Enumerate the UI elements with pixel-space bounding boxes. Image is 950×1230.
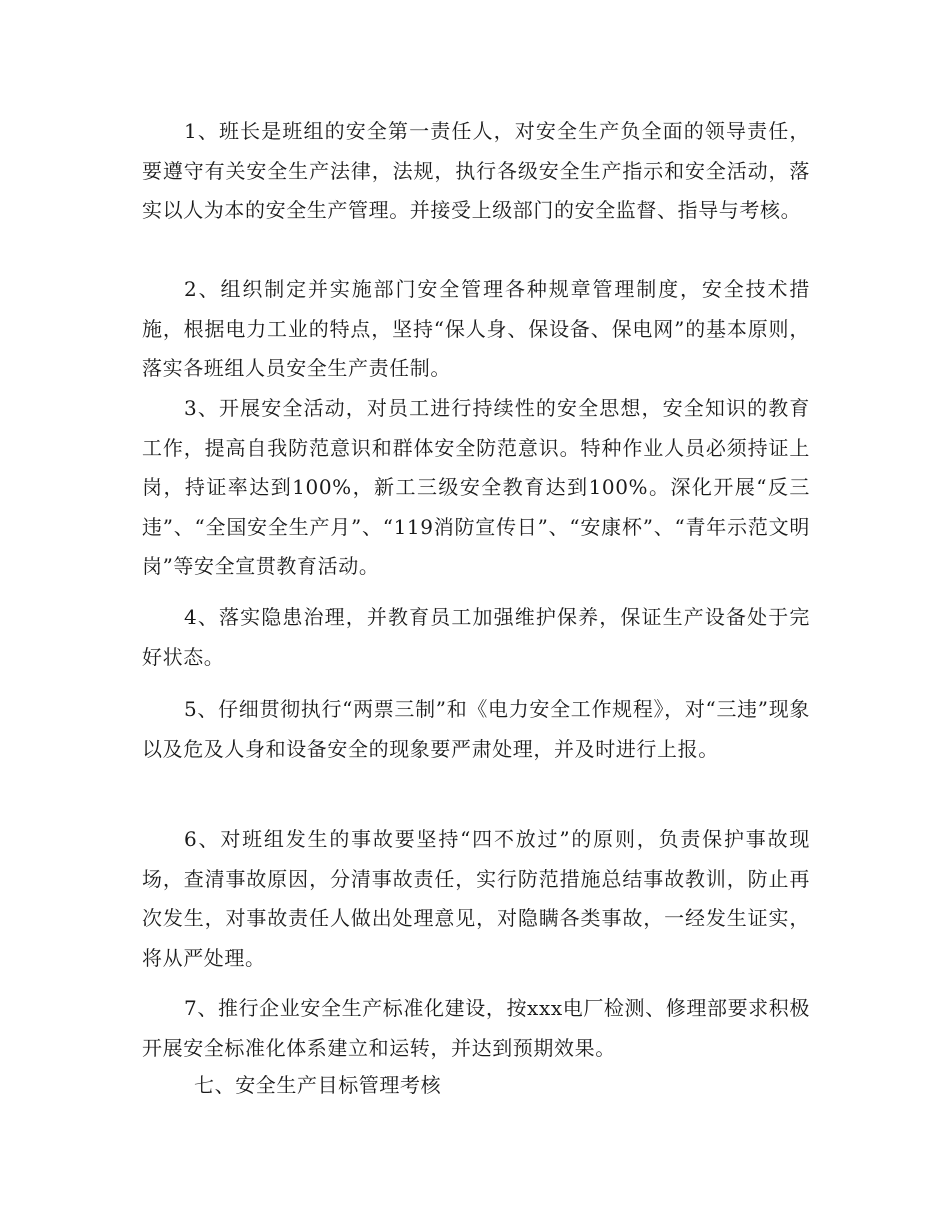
paragraph-1: 1、班长是班组的安全第一责任人，对安全生产负全面的领导责任，要遵守有关安全生产法律，法规，执行各级安全生产指示和安全活动，落实以人为本的安全生产管理。并接受上级部门的安全监督、指导与考核。	[142, 119, 810, 222]
paragraph-4: 4、落实隐患治理，并教育员工加强维护保养，保证生产设备处于完好状态。	[142, 605, 810, 669]
paragraph-5: 5、仔细贯彻执行“两票三制”和《电力安全工作规程》，对“三违”现象以及危及人身和设备安全的现象要严肃处理，并及时进行上报。	[142, 697, 810, 761]
section-heading: 七、安全生产目标管理考核	[194, 1073, 442, 1097]
paragraph-2: 2、组织制定并实施部门安全管理各种规章管理制度，安全技术措施，根据电力工业的特点，坚持“保人身、保设备、保电网”的基本原则，落实各班组人员安全生产责任制。	[142, 277, 810, 380]
paragraph-6: 6、对班组发生的事故要坚持“四不放过”的原则，负责保护事故现场，查清事故原因，分清事故责任，实行防范措施总结事故教训，防止再次发生，对事故责任人做出处理意见，对隐瞒各类事故，一经发生证实，将从严处理。	[142, 827, 810, 970]
paragraph-7: 7、推行企业安全生产标准化建设，按xxx电厂检测、修理部要求积极开展安全标准化体系建立和运转，并达到预期效果。	[142, 996, 810, 1060]
paragraph-3: 3、开展安全活动，对员工进行持续性的安全思想，安全知识的教育工作，提高自我防范意识和群体安全防范意识。特种作业人员必须持证上岗，持证率达到100%，新工三级安全教育达到100%。深化开展“反三违”、“全国安全生产月”、“119消防宣传日”、“安康杯”、“青年示范文明岗”等安全宣贯教育活动。	[142, 396, 810, 578]
